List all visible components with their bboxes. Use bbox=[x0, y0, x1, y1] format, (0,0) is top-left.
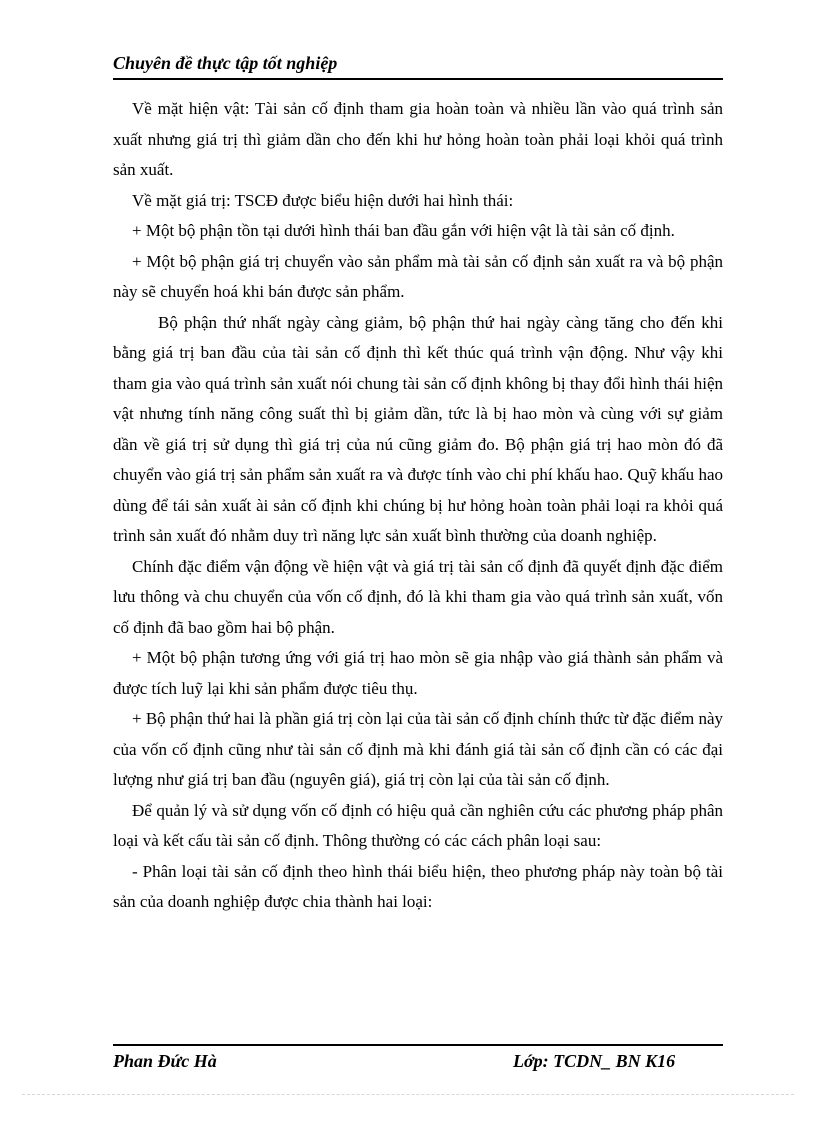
footer-class: Lớp: TCDN_ BN K16 bbox=[513, 1051, 676, 1071]
paragraph-circulation: Chính đặc điểm vận động về hiện vật và giá trị tài sản cố định đã quyết định đặc điểm lưu thông và chu chuyển của vốn cố định, đó là khi tham gia vào quá trình sản xuất, vốn cố định đã bao gồm hai bộ phận. bbox=[113, 556, 723, 637]
header-title: Chuyên đề thực tập tốt nghiệp bbox=[113, 53, 338, 73]
footer-author: Phan Đức Hà bbox=[113, 1051, 217, 1071]
paragraph-wear-value: + Một bộ phận tương ứng với giá trị hao mòn sẽ gia nhập vào giá thành sản phẩm và được tích luỹ lại khi sản phẩm được tiêu thụ. bbox=[113, 648, 723, 698]
paragraph-residual-value: + Bộ phận thứ hai là phần giá trị còn lại của tài sản cố định chính thức từ đặc điểm này của vốn cố định cũng như tài sản cố định mà khi đánh giá tài sản cố định cần có các đại lượng như giá trị ban đầu (nguyên giá), giá trị còn lại của tài sản cố định. bbox=[113, 709, 723, 789]
document-body bbox=[113, 94, 723, 918]
paragraph-physical-aspect: Về mặt hiện vật: Tài sản cố định tham gia hoàn toàn và nhiều lần vào quá trình sản xuất nhưng giá trị thì giảm dần cho đến khi hư hỏng hoàn toàn phải loại khỏi quá trình sản xuất. bbox=[113, 99, 723, 179]
page-header bbox=[113, 52, 723, 80]
paragraph-depreciation: Bộ phận thứ nhất ngày càng giảm, bộ phận thứ hai ngày càng tăng cho đến khi bằng giá trị ban đầu của tài sản cố định thì kết thúc quá trình vận động. Như vậy khi tham gia vào quá trình sản xuất nói chung tài sản cố định không bị thay đổi hình thái hiện vật nhưng tính năng công suất thì bị giảm dần, tức là bị hao mòn và cùng với sự giảm dần về giá trị sử dụng thì giá trị của nú cũng giảm đo. Bộ phận giá trị hao mòn đó đã chuyển vào giá trị sản phẩm sản xuất ra và được tính vào chi phí khấu hao. Quỹ khấu hao dùng để tái sản xuất ài sản cố định khi chúng bị hư hỏng hoàn toàn phải loại ra khỏi quá trình sản xuất đó nhằm duy trì năng lực sản xuất bình thường của doanh nghiệp. bbox=[113, 312, 723, 545]
page-boundary bbox=[22, 1094, 794, 1095]
paragraph-classification: Để quản lý và sử dụng vốn cố định có hiệu quả cần nghiên cứu các phương pháp phân loại và kết cấu tài sản cố định. Thông thường có các cách phân loại sau: bbox=[113, 800, 723, 850]
paragraph-value-aspect: Về mặt giá trị: TSCĐ được biểu hiện dưới hai hình thái: bbox=[132, 190, 514, 210]
footer-divider bbox=[113, 1044, 723, 1046]
paragraph-classification-form: - Phân loại tài sản cố định theo hình thái biểu hiện, theo phương pháp này toàn bộ tài sản của doanh nghiệp được chia thành hai loại: bbox=[113, 861, 723, 911]
paragraph-second-part: + Một bộ phận giá trị chuyển vào sản phẩm mà tài sản cố định sản xuất ra và bộ phận này sẽ chuyển hoá khi bán được sản phẩm. bbox=[113, 251, 723, 301]
paragraph-first-part: + Một bộ phận tồn tại dưới hình thái ban đầu gắn với hiện vật là tài sản cố định. bbox=[132, 221, 675, 240]
